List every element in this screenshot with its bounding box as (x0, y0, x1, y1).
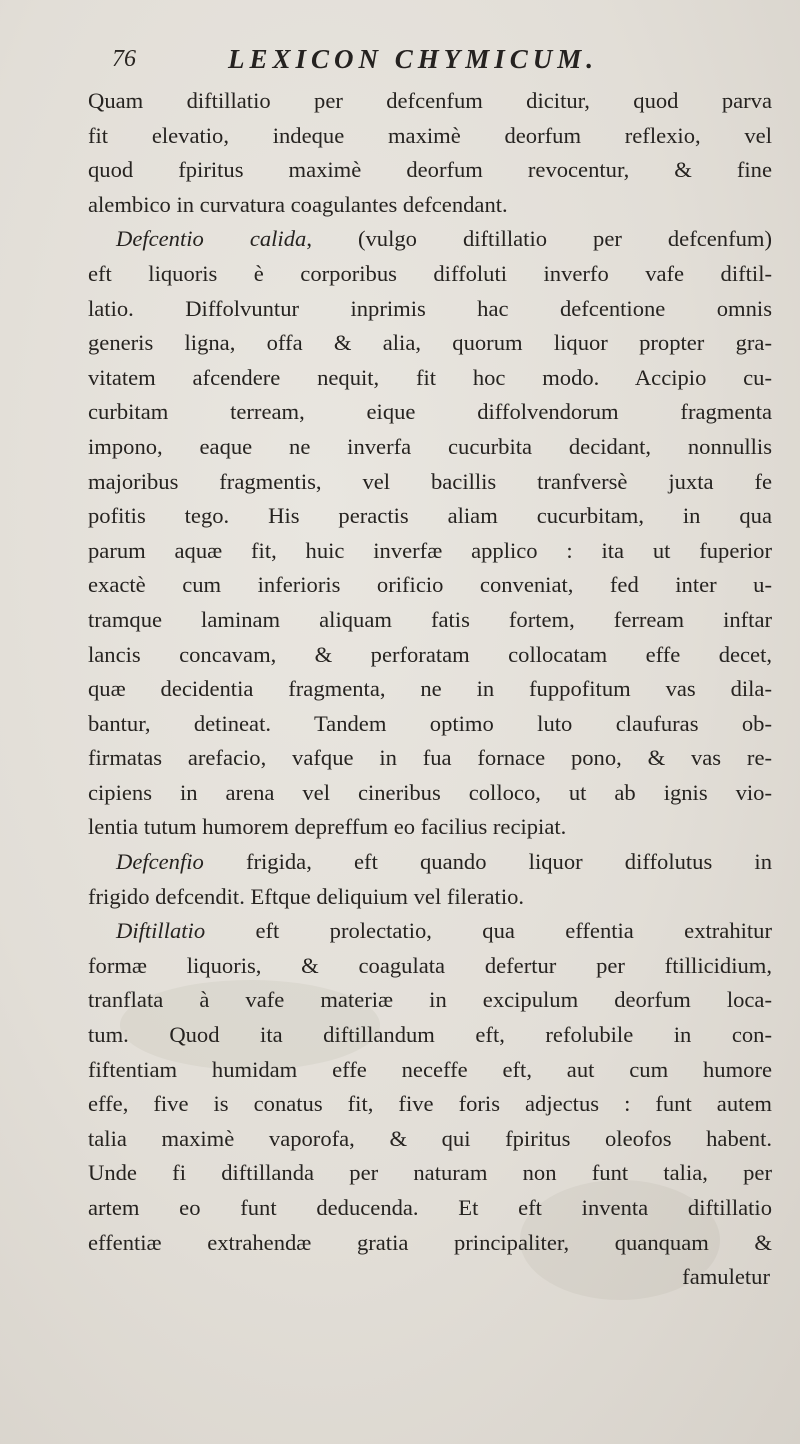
text-line (88, 499, 772, 534)
line-text: curbitam terream, eique diffolvendorum fragmenta (88, 399, 772, 425)
text-line (88, 983, 772, 1018)
text-line (88, 188, 772, 223)
running-title: LEXICON CHYMICUM. (228, 44, 599, 74)
text-line (88, 1053, 772, 1088)
line-text: lentia tutum humorem depreffum eo facilius recipiat. (88, 814, 567, 840)
line-text: artem eo funt deducenda. Et eft inventa diftillatio (88, 1195, 772, 1220)
text-line (88, 534, 772, 569)
text-line (88, 1191, 772, 1226)
lexicon-term: Defcentio calida (116, 226, 307, 252)
text-line (88, 568, 772, 603)
line-text: frigido defcendit. Eftque deliquium vel fileratio. (88, 883, 525, 909)
line-text: tranflata à vafe materiæ in excipulum deorfum loca- (88, 987, 772, 1013)
text-line (88, 119, 772, 154)
line-text: exactè cum inferioris orificio conveniat, fed inter u- (88, 572, 772, 598)
text-line (88, 222, 772, 257)
line-text: Quam diftillatio per defcenfum dicitur, quod parva (88, 88, 772, 113)
text-line (88, 1156, 772, 1191)
text-line (88, 672, 772, 707)
text-line (88, 430, 772, 465)
text-line (88, 361, 772, 396)
line-text: cipiens in arena vel cineribus colloco, ut ab ignis vio- (88, 779, 772, 805)
line-text: effe, five is conatus fit, five foris adjectus : funt autem (88, 1091, 772, 1117)
line-text: alembico in curvatura coagulantes defcendant. (88, 191, 508, 217)
line-text: fit elevatio, indeque maximè deorfum reflexio, vel (88, 122, 772, 148)
text-line (88, 949, 772, 984)
lexicon-term: Defcenfio (116, 849, 204, 875)
line-text: eft liquoris è corporibus diffoluti inverfo vafe diftil- (88, 260, 772, 286)
line-text: eft prolectatio, qua effentia extrahitur (205, 918, 772, 944)
text-line (88, 1122, 772, 1157)
text-line (88, 914, 772, 949)
line-text: majoribus fragmentis, vel bacillis tranfversè juxta fe (88, 468, 772, 494)
text-line (88, 741, 772, 776)
line-text: parum aquæ fit, huic inverfæ applico : ita ut fuperior (88, 537, 772, 563)
line-text: bantur, detineat. Tandem optimo luto claufuras ob- (88, 710, 772, 736)
text-line (88, 603, 772, 638)
catchword: famuletur (682, 1264, 770, 1290)
text-line (88, 153, 772, 188)
line-text: lancis concavam, & perforatam collocatam effe decet, (88, 641, 772, 667)
line-text: fiftentiam humidam effe neceffe eft, aut cum humore (88, 1056, 772, 1082)
line-text: tum. Quod ita diftillandum eft, refolubile in con- (88, 1022, 772, 1048)
line-text: formæ liquoris, & coagulata defertur per ftillicidium, (88, 952, 772, 978)
lexicon-term: Diftillatio (116, 918, 206, 944)
text-line (88, 326, 772, 361)
line-text: pofitis tego. His peractis aliam cucurbitam, in qua (88, 503, 772, 529)
text-line (88, 84, 772, 119)
text-line (88, 707, 772, 742)
catchword-line (88, 1260, 772, 1295)
line-text: firmatas arefacio, vafque in fua fornace pono, & vas re- (88, 745, 772, 771)
text-line (88, 638, 772, 673)
line-text: latio. Diffolvuntur inprimis hac defcentione omnis (88, 295, 772, 321)
line-text: vitatem afcendere nequit, fit hoc modo. Accipio cu- (88, 364, 772, 390)
line-text: , (vulgo diftillatio per defcenfum) (306, 226, 772, 252)
line-text: talia maximè vaporofa, & qui fpiritus oleofos habent. (88, 1125, 772, 1151)
text-line (88, 292, 772, 327)
line-text: frigida, eft quando liquor diffolutus in (203, 849, 772, 875)
line-text: impono, eaque ne inverfa cucurbita decidant, nonnullis (88, 433, 772, 459)
line-text: quæ decidentia fragmenta, ne in fuppofitum vas dila- (88, 676, 772, 702)
line-text: effentiæ extrahendæ gratia principaliter, quanquam & (88, 1229, 772, 1255)
text-line (88, 1226, 772, 1261)
body-text (88, 84, 772, 1260)
text-line (88, 845, 772, 880)
text-line (88, 776, 772, 811)
page-header (88, 42, 772, 82)
line-text: quod fpiritus maximè deorfum revocentur, & fine (88, 157, 772, 183)
line-text: tramque laminam aliquam fatis fortem, ferream inftar (88, 606, 772, 632)
text-line (88, 1087, 772, 1122)
text-line (88, 810, 772, 845)
text-line (88, 1018, 772, 1053)
text-line (88, 395, 772, 430)
line-text: generis ligna, offa & alia, quorum liquor propter gra- (88, 330, 772, 356)
page-content (88, 42, 772, 1295)
text-line (88, 257, 772, 292)
text-line (88, 880, 772, 915)
page-number: 76 (112, 46, 136, 72)
line-text: Unde fi diftillanda per naturam non funt talia, per (88, 1160, 772, 1186)
text-line (88, 465, 772, 500)
